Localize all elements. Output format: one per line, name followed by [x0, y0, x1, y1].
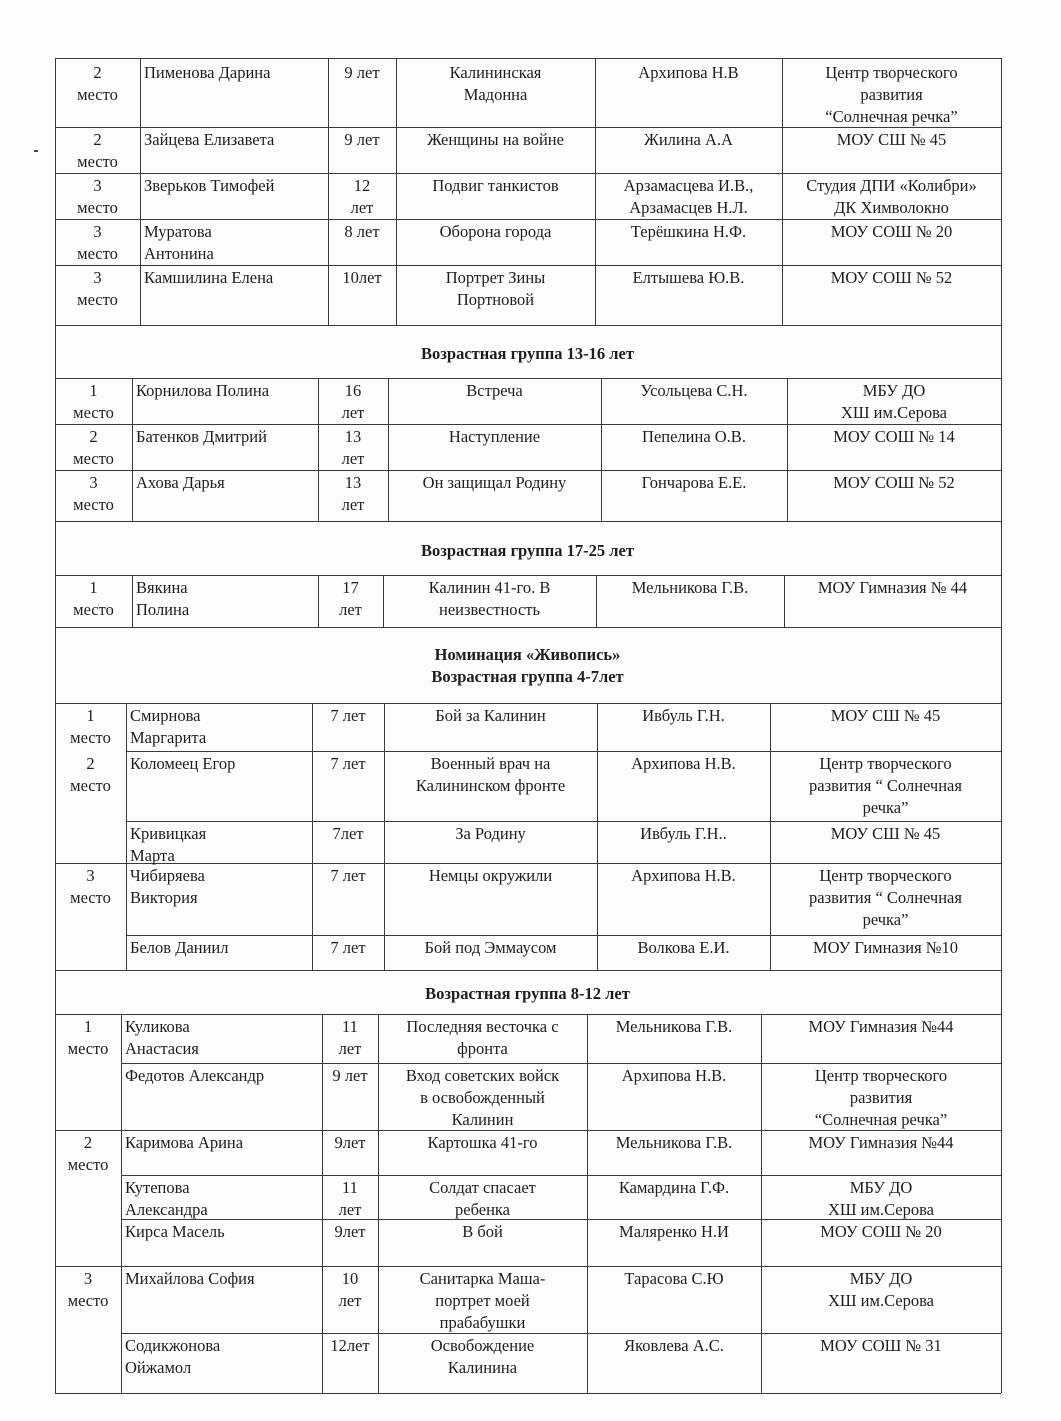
row-divider	[55, 219, 1001, 220]
artwork-title: Санитарка Маша- портрет моей прабабушки	[419, 1269, 546, 1332]
organization: МБУ ДО ХШ им.Серова	[827, 1269, 934, 1310]
column-divider	[378, 1014, 379, 1393]
age-cell: 7лет	[332, 824, 364, 843]
scan-mark	[34, 150, 38, 152]
artwork-title: Бой за Калинин	[435, 706, 546, 725]
age-cell: 13 лет	[341, 473, 365, 514]
artwork-title: Немцы окружили	[428, 866, 553, 885]
participant-name: Михайлова София	[125, 1269, 255, 1288]
row-divider	[55, 265, 1001, 266]
column-divider	[132, 575, 133, 627]
row-divider	[55, 424, 1001, 425]
teacher-name: Мельникова Г.В.	[631, 578, 749, 597]
organization: МОУ Гимназия №44	[808, 1133, 954, 1152]
row-divider	[55, 173, 1001, 174]
artwork-title: Калинин 41-го. В неизвестность	[428, 578, 551, 619]
organization: МОУ СОШ № 20	[830, 222, 953, 241]
column-divider	[328, 58, 329, 325]
teacher-name: Мельникова Г.В.	[615, 1017, 733, 1036]
artwork-title: Он защищал Родину	[422, 473, 567, 492]
table-top-rule	[55, 58, 1001, 59]
artwork-title: Встреча	[466, 381, 523, 400]
participant-name: Содикжонова Ойжамол	[125, 1336, 221, 1377]
teacher-name: Камардина Г.Ф.	[618, 1178, 730, 1197]
teacher-name: Гончарова Е.Е.	[641, 473, 747, 492]
place-cell: 3 место	[73, 473, 114, 514]
column-divider	[587, 1014, 588, 1393]
table-top-rule	[55, 575, 1001, 576]
participant-name: Куликова Анастасия	[125, 1017, 199, 1058]
place-cell: 3 место	[77, 222, 118, 263]
table-top-rule	[55, 378, 1001, 379]
age-cell: 11 лет	[338, 1178, 362, 1219]
teacher-name: Тарасова С.Ю	[624, 1269, 724, 1288]
place-cell: 2 место	[77, 130, 118, 171]
row-divider	[55, 1266, 1001, 1267]
column-divider	[787, 378, 788, 521]
teacher-name: Архипова Н.В.	[631, 754, 736, 773]
table-bottom-rule	[55, 521, 1001, 522]
teacher-name: Яковлева А.С.	[624, 1336, 724, 1355]
participant-name: Ахова Дарья	[136, 473, 225, 492]
organization: Центр творческого развития “Солнечная речка”	[825, 63, 958, 126]
organization: Центр творческого развития “Солнечная речка”	[814, 1066, 948, 1129]
teacher-name: Мельникова Г.В.	[615, 1133, 733, 1152]
participant-name: Чибиряева Виктория	[130, 866, 205, 907]
column-divider	[132, 378, 133, 521]
section-heading: Возрастная группа 13-16 лет	[421, 344, 634, 363]
teacher-name: Маляренко Н.И	[619, 1222, 729, 1241]
page-frame-right	[1001, 58, 1002, 1393]
participant-name: Кутепова Александра	[125, 1178, 208, 1219]
organization: МОУ СОШ № 14	[833, 427, 955, 446]
organization: Центр творческого развития “ Солнечная речка”	[809, 866, 962, 929]
participant-name: Белов Даниил	[130, 938, 229, 957]
age-cell: 7 лет	[330, 866, 366, 885]
age-cell: 9 лет	[332, 1066, 368, 1085]
organization: МОУ СОШ № 20	[820, 1222, 942, 1241]
artwork-title: Освобождение Калинина	[430, 1336, 535, 1377]
teacher-name: Арзамасцева И.В., Арзамасцев Н.Л.	[623, 176, 754, 217]
age-cell: 17 лет	[339, 578, 362, 619]
age-cell: 9лет	[334, 1133, 366, 1152]
participant-name: Пименова Дарина	[144, 63, 271, 82]
artwork-title: Подвиг танкистов	[432, 176, 559, 195]
row-divider	[55, 470, 1001, 471]
age-cell: 9 лет	[344, 130, 380, 149]
participant-name: Камшилина Елена	[144, 268, 274, 287]
column-divider	[383, 575, 384, 627]
place-cell: 1 место	[70, 706, 111, 747]
table-top-rule	[55, 703, 1001, 704]
teacher-name: Волкова Е.И.	[637, 938, 730, 957]
place-cell: 1 место	[73, 578, 114, 619]
age-cell: 10лет	[342, 268, 382, 287]
artwork-title: Наступление	[448, 427, 541, 446]
age-cell: 16 лет	[341, 381, 365, 422]
age-cell: 10 лет	[338, 1269, 362, 1310]
place-cell: 2 место	[77, 63, 118, 104]
column-divider	[318, 575, 319, 627]
place-cell: 3 место	[77, 176, 118, 217]
age-cell: 7 лет	[330, 754, 366, 773]
table-bottom-rule	[55, 627, 1001, 628]
participant-name: Кривицкая Марта	[130, 824, 207, 865]
teacher-name: Ивбуль Г.Н.	[642, 706, 725, 725]
teacher-name: Терёшкина Н.Ф.	[630, 222, 747, 241]
section-heading: Возрастная группа 17-25 лет	[421, 541, 634, 560]
page-frame-left	[55, 58, 56, 1393]
age-cell: 13 лет	[341, 427, 365, 468]
section-heading: Номинация «Живопись» Возрастная группа 4-7лет	[431, 645, 624, 686]
place-cell: 3 место	[77, 268, 118, 309]
table-bottom-rule	[55, 970, 1001, 971]
column-divider	[595, 58, 596, 325]
age-cell: 7 лет	[330, 706, 366, 725]
age-cell: 9 лет	[344, 63, 380, 82]
column-divider	[396, 58, 397, 325]
teacher-name: Усольцева С.Н.	[640, 381, 748, 400]
row-divider	[126, 821, 1001, 822]
participant-name: Муратова Антонина	[144, 222, 214, 263]
participant-name: Зайцева Елизавета	[144, 130, 275, 149]
place-cell: 2 место	[70, 754, 111, 795]
teacher-name: Елтышева Ю.В.	[632, 268, 745, 287]
column-divider	[388, 378, 389, 521]
participant-name: Кирса Масель	[125, 1222, 225, 1241]
artwork-title: Оборона города	[439, 222, 552, 241]
artwork-title: Бой под Эммаусом	[424, 938, 557, 957]
organization: МБУ ДО ХШ им.Серова	[827, 1178, 934, 1219]
artwork-title: В бой	[462, 1222, 503, 1241]
organization: МОУ СШ № 45	[830, 824, 941, 843]
column-divider	[322, 1014, 323, 1393]
participant-name: Корнилова Полина	[136, 381, 270, 400]
artwork-title: Военный врач на Калининском фронте	[415, 754, 566, 795]
table-bottom-rule	[55, 325, 1001, 326]
participant-name: Каримова Арина	[125, 1133, 244, 1152]
place-cell: 2 место	[67, 1133, 109, 1174]
artwork-title: Картошка 41-го	[427, 1133, 538, 1152]
teacher-name: Архипова Н.В.	[631, 866, 736, 885]
place-cell: 3 место	[70, 866, 111, 907]
participant-name: Зверьков Тимофей	[144, 176, 275, 195]
column-divider	[140, 58, 141, 325]
teacher-name: Жилина А.А	[644, 130, 733, 149]
place-cell: 3 место	[67, 1269, 109, 1310]
age-cell: 8 лет	[344, 222, 380, 241]
artwork-title: Калининская Мадонна	[449, 63, 542, 104]
organization: МОУ Гимназия №10	[812, 938, 959, 957]
table-bottom-rule	[55, 1393, 1001, 1394]
organization: МОУ СОШ № 52	[833, 473, 955, 492]
age-cell: 7 лет	[330, 938, 366, 957]
age-cell: 12лет	[330, 1336, 370, 1355]
artwork-title: За Родину	[455, 824, 526, 843]
participant-name: Батенков Дмитрий	[136, 427, 267, 446]
participant-name: Вякина Полина	[136, 578, 190, 619]
age-cell: 12 лет	[350, 176, 374, 217]
column-divider	[318, 378, 319, 521]
age-cell: 9лет	[334, 1222, 366, 1241]
place-cell: 1 место	[67, 1017, 109, 1058]
artwork-title: Солдат спасает ребенка	[429, 1178, 536, 1219]
organization: МОУ Гимназия №44	[808, 1017, 954, 1036]
teacher-name: Ивбуль Г.Н..	[640, 824, 727, 843]
organization: МОУ СШ № 45	[830, 706, 941, 725]
column-divider	[384, 703, 385, 970]
column-divider	[601, 378, 602, 521]
column-divider	[312, 703, 313, 970]
teacher-name: Пепелина О.В.	[642, 427, 746, 446]
row-divider	[126, 751, 1001, 752]
column-divider	[784, 575, 785, 627]
place-cell: 1 место	[73, 381, 114, 422]
artwork-title: Женщины на войне	[427, 130, 564, 149]
teacher-name: Архипова Н.В.	[621, 1066, 727, 1085]
participant-name: Федотов Александр	[125, 1066, 265, 1085]
column-divider	[121, 1014, 122, 1393]
column-divider	[770, 703, 771, 970]
row-divider	[121, 1063, 1001, 1064]
place-cell: 2 место	[73, 427, 114, 468]
column-divider	[597, 703, 598, 970]
row-divider	[126, 935, 1001, 936]
column-divider	[761, 1014, 762, 1393]
row-divider	[121, 1175, 1001, 1176]
column-divider	[596, 575, 597, 627]
participant-name: Коломеец Егор	[130, 754, 236, 773]
column-divider	[126, 703, 127, 970]
artwork-title: Вход советских войск в освобожденный Калинин	[405, 1066, 560, 1129]
section-heading: Возрастная группа 8-12 лет	[425, 984, 630, 1003]
organization: Центр творческого развития “ Солнечная речка”	[809, 754, 962, 817]
artwork-title: Последняя весточка с фронта	[406, 1017, 559, 1058]
age-cell: 11 лет	[338, 1017, 362, 1058]
participant-name: Смирнова Маргарита	[130, 706, 207, 747]
artwork-title: Портрет Зины Портновой	[445, 268, 546, 309]
teacher-name: Архипова Н.В	[638, 63, 739, 82]
organization: Студия ДПИ «Колибри» ДК Химволокно	[806, 176, 977, 217]
organization: МОУ Гимназия № 44	[817, 578, 968, 597]
column-divider	[782, 58, 783, 325]
organization: МОУ СОШ № 31	[820, 1336, 942, 1355]
organization: МОУ СШ № 45	[836, 130, 947, 149]
organization: МБУ ДО ХШ им.Серова	[840, 381, 947, 422]
organization: МОУ СОШ № 52	[830, 268, 953, 287]
table-top-rule	[55, 1014, 1001, 1015]
